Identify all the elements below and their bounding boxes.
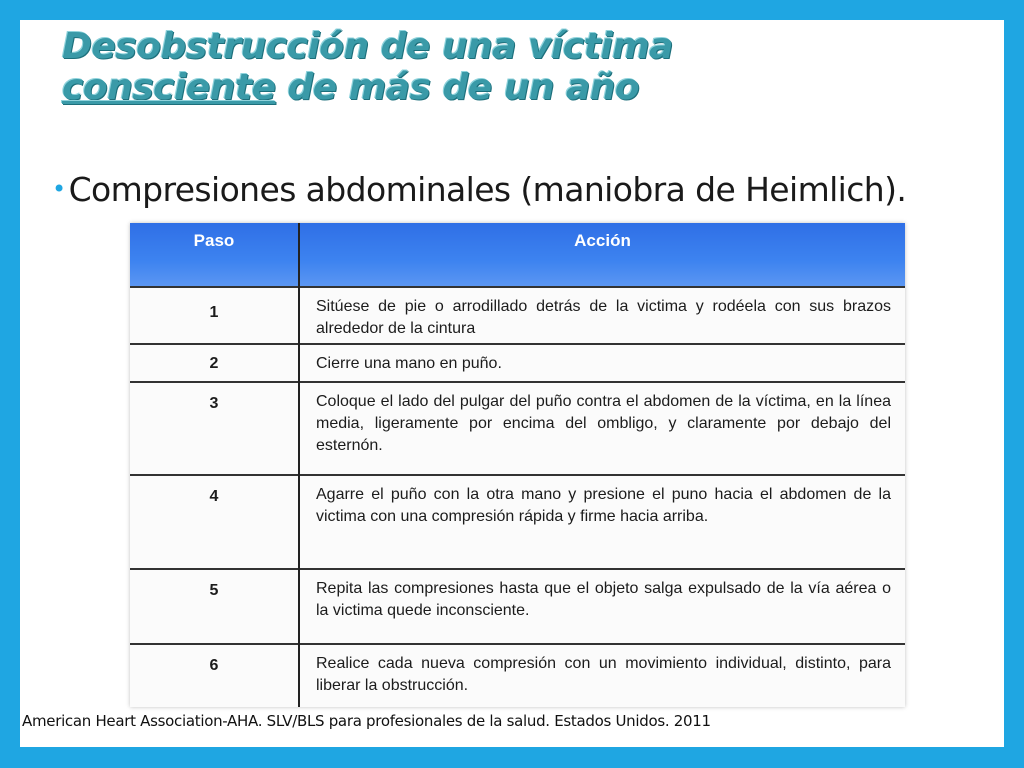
step-action: Cierre una mano en puño. (299, 344, 905, 382)
table-row (130, 644, 905, 707)
step-number: 6 (130, 644, 299, 707)
bullet-dot-icon: • (52, 175, 66, 203)
step-number: 1 (130, 287, 299, 344)
title-line-1: Desobstrucción de una víctima (62, 26, 673, 67)
bullet-text: Compresiones abdominales (maniobra de Heimlich). (68, 170, 907, 209)
step-action: Coloque el lado del pulgar del puño contra el abdomen de la víctima, en la línea media, ligeramente por encima del ombligo, y claramente por debajo del esternón. (299, 382, 905, 475)
bullet-point (52, 170, 906, 209)
step-action: Sitúese de pie o arrodillado detrás de la victima y rodéela con sus brazos alrededor de la cintura (299, 287, 905, 344)
step-number: 5 (130, 569, 299, 644)
step-number: 3 (130, 382, 299, 475)
source-citation: American Heart Association-AHA. SLV/BLS para profesionales de la salud. Estados Unidos. 2011 (22, 712, 711, 730)
step-action: Realice cada nueva compresión con un movimiento individual, distinto, para liberar la obstrucción. (299, 644, 905, 707)
title-line-2-rest: de más de un año (275, 67, 640, 108)
table-header-row (130, 223, 905, 287)
header-step: Paso (130, 223, 299, 287)
step-number: 4 (130, 475, 299, 569)
slide-title (62, 26, 673, 108)
table-row (130, 287, 905, 344)
table-row (130, 569, 905, 644)
heimlich-steps-table (130, 223, 905, 707)
table-row (130, 475, 905, 569)
table-row (130, 382, 905, 475)
step-action: Agarre el puño con la otra mano y presione el puno hacia el abdomen de la victima con una compresión rápida y firme hacia arriba. (299, 475, 905, 569)
title-underlined-word: consciente (62, 67, 276, 108)
table-row (130, 344, 905, 382)
header-action: Acción (299, 223, 905, 287)
step-number: 2 (130, 344, 299, 382)
step-action: Repita las compresiones hasta que el objeto salga expulsado de la vía aérea o la victima quede inconsciente. (299, 569, 905, 644)
slide (20, 20, 1004, 747)
